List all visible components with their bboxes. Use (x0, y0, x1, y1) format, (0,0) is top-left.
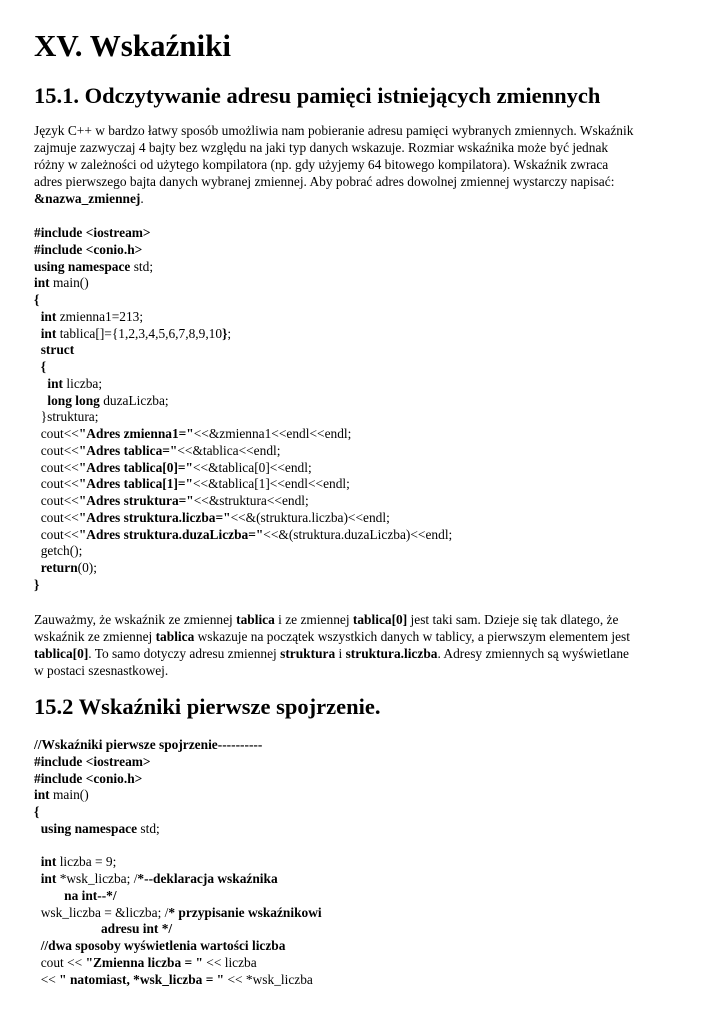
text-run: tablica[]={1,2,3,4,5,6,7,8,9,10 (56, 325, 223, 341)
bold-token: int (40, 854, 57, 870)
bold-token: * przypisanie wskaźnikowi (168, 904, 322, 920)
text-run: (0); (77, 560, 97, 575)
text-line: Język C++ w bardzo łatwy sposób umożliwia nam pobieranie adresu pamięci wybranych zmiennych. Wskaźnik (34, 123, 634, 138)
bold-token: tablica (236, 612, 275, 627)
text-run (34, 560, 41, 575)
text-run: . To samo dotyczy adresu zmiennej (88, 646, 281, 661)
bold-token: #include <conio.h> (34, 241, 143, 257)
bold-token: { (40, 359, 46, 374)
bold-token: struct (40, 342, 75, 358)
bold-token: tablica[0] (34, 646, 89, 661)
text-run: <<&tablica[0]<<endl; (192, 459, 312, 475)
bold-token: { (34, 292, 40, 307)
bold-token: *--deklaracja wskaźnika (137, 871, 278, 886)
text-line: różny w zależności od użytego kompilatora (np. gdy użyjemy 64 bitowego kompilatora). Wskaźnik zwraca (34, 157, 609, 172)
text-run: cout<< (34, 426, 79, 441)
bold-token: struktura.liczba (345, 646, 438, 661)
text-run: << *wsk_liczba (224, 971, 313, 987)
text-run: cout<< (34, 509, 79, 525)
text-run: i (335, 646, 346, 661)
code-listing-pointers (34, 737, 322, 988)
section-heading-15-1: 15.1. Odczytywanie adresu pamięci istniejących zmiennych (34, 83, 601, 108)
text-run (34, 376, 47, 391)
bold-token: tablica[0] (352, 612, 408, 627)
bold-token: "Adres zmienna1=" (78, 426, 194, 441)
text-run: <<&(struktura.liczba)<<endl; (230, 509, 390, 525)
bold-token: "Adres tablica[1]=" (78, 476, 193, 492)
code-line (34, 737, 322, 754)
explanation-paragraph (34, 611, 690, 679)
bold-token: using namespace (34, 258, 131, 274)
bold-token: "Adres struktura.liczba=" (78, 509, 231, 525)
bold-token: "Zmienna liczba = " (85, 954, 203, 970)
code-line (34, 426, 452, 443)
text-run: jest taki sam. Dzieje się tak dlatego, że (407, 612, 619, 627)
code-listing-address (34, 225, 452, 594)
text-run (34, 359, 41, 374)
code-line (34, 543, 452, 560)
text-line: zajmuje zazwyczaj 4 bajty bez względu na jaki typ danych wskazuje. Rozmiar wskaźnika może być jednak (34, 140, 609, 155)
code-line (34, 804, 322, 821)
text-run: << liczba (202, 954, 257, 970)
code-line (34, 242, 452, 259)
bold-token: } (222, 325, 228, 341)
code-line (34, 577, 452, 594)
text-run: zmienna1=213; (56, 308, 144, 324)
text-run: }struktura; (34, 409, 99, 425)
text-run: <<&(struktura.duzaLiczba)<<endl; (263, 526, 453, 542)
text-run: liczba; (63, 375, 103, 391)
code-line (34, 225, 452, 242)
code-line (34, 476, 452, 493)
bold-token: int (40, 871, 57, 886)
text-run: cout<< (34, 493, 79, 508)
bold-token: int (34, 787, 50, 803)
text-run: main() (49, 275, 89, 291)
code-line (34, 787, 322, 804)
bold-token: int (47, 375, 64, 391)
text-run: std; (137, 820, 160, 836)
text-run: <<&zmienna1<<endl<<endl; (193, 426, 352, 441)
text-run: main() (49, 787, 89, 803)
text-run: . (140, 191, 144, 206)
text-run: w postaci szesnastkowej. (34, 663, 169, 678)
bold-token: #include <iostream> (34, 225, 151, 240)
code-line (34, 443, 452, 460)
text-run: cout<< (34, 442, 79, 458)
text-line (34, 645, 690, 662)
code-line (34, 376, 452, 393)
bold-token: int (40, 308, 57, 324)
text-run: getch(); (34, 543, 83, 559)
text-run (34, 309, 41, 324)
text-run: <<&struktura<<endl; (193, 493, 309, 508)
bold-token: using namespace (40, 820, 138, 836)
text-run (34, 393, 47, 408)
code-line (34, 527, 452, 544)
text-run: duzaLiczba; (99, 392, 169, 408)
text-run: cout<< (34, 476, 79, 492)
text-line (34, 662, 690, 679)
code-line (34, 888, 322, 905)
code-line (34, 342, 452, 359)
text-run: Zauważmy, że wskaźnik ze zmiennej (34, 612, 237, 627)
code-line (34, 921, 322, 938)
text-run: . Adresy zmiennych są wyświetlane (437, 646, 629, 661)
code-line (34, 460, 452, 477)
text-run (34, 854, 41, 869)
text-run: wskaźnik ze zmiennej (34, 629, 156, 644)
text-run: cout<< (34, 526, 79, 542)
code-line (34, 275, 452, 292)
code-line (34, 955, 322, 972)
code-line (34, 292, 452, 309)
bold-token: tablica (155, 629, 195, 644)
code-line (34, 972, 322, 989)
text-run: << (34, 971, 60, 987)
code-line (34, 510, 452, 527)
text-run: wsk_liczba = &liczba; / (34, 904, 169, 920)
code-line (34, 309, 452, 326)
text-run: std; (130, 258, 154, 274)
code-line (34, 359, 452, 376)
code-line (34, 493, 452, 510)
bold-token: } (34, 576, 40, 592)
bold-token: return (40, 560, 78, 575)
text-line (34, 611, 690, 628)
text-run: <<&tablica[1]<<endl<<endl; (192, 476, 350, 492)
bold-token: { (34, 804, 40, 819)
bold-token: //dwa sposoby wyświetlenia wartości liczba (34, 938, 286, 953)
code-line (34, 821, 322, 838)
code-line (34, 259, 452, 276)
bold-token: int (40, 325, 57, 341)
bold-token: //Wskaźniki pierwsze spojrzenie---------- (34, 737, 263, 752)
bold-token: "Adres tablica=" (78, 442, 178, 458)
text-run (34, 821, 41, 836)
text-run: <<&tablica<<endl; (177, 442, 281, 458)
text-run (34, 342, 41, 357)
text-run (34, 871, 41, 886)
bold-token: adresu int */ (34, 921, 173, 937)
text-run (34, 326, 41, 341)
text-line (34, 190, 690, 207)
text-line (34, 628, 690, 645)
address-operator-example: &nazwa_zmiennej (34, 191, 141, 206)
intro-paragraph (34, 122, 690, 207)
text-run: ; (227, 325, 232, 341)
code-line (34, 905, 322, 922)
code-line (34, 854, 322, 871)
text-run: cout<< (34, 459, 79, 475)
code-line (34, 754, 322, 771)
code-line (34, 409, 452, 426)
bold-token: long long (47, 392, 100, 408)
bold-token: struktura (280, 646, 336, 661)
code-line (34, 871, 322, 888)
chapter-title: XV. Wskaźniki (34, 28, 231, 63)
text-run: cout << (34, 954, 86, 970)
bold-token: " natomiast, *wsk_liczba = " (59, 971, 225, 987)
section-heading-15-2: 15.2 Wskaźniki pierwsze spojrzenie. (34, 694, 381, 719)
text-run: liczba = 9; (56, 854, 117, 870)
text-line: adres pierwszego bajta danych wybranej zmiennej. Aby pobrać adres dowolnej zmiennej wystarczy napisać: (34, 174, 615, 189)
bold-token: #include <iostream> (34, 753, 151, 769)
text-run: *wsk_liczba; / (56, 871, 138, 886)
code-line (34, 560, 452, 577)
bold-token: "Adres struktura.duzaLiczba=" (78, 526, 264, 542)
code-line (34, 838, 322, 855)
bold-token: na int--*/ (34, 887, 117, 903)
code-line (34, 393, 452, 410)
text-run: wskazuje na początek wszystkich danych w tablicy, a pierwszym elementem jest (194, 629, 630, 644)
code-line (34, 771, 322, 788)
bold-token: "Adres struktura=" (78, 493, 194, 508)
text-run: i ze zmiennej (274, 612, 353, 627)
code-line (34, 326, 452, 343)
code-line (34, 938, 322, 955)
bold-token: #include <conio.h> (34, 770, 143, 786)
bold-token: "Adres tablica[0]=" (78, 459, 193, 475)
bold-token: int (34, 275, 50, 291)
